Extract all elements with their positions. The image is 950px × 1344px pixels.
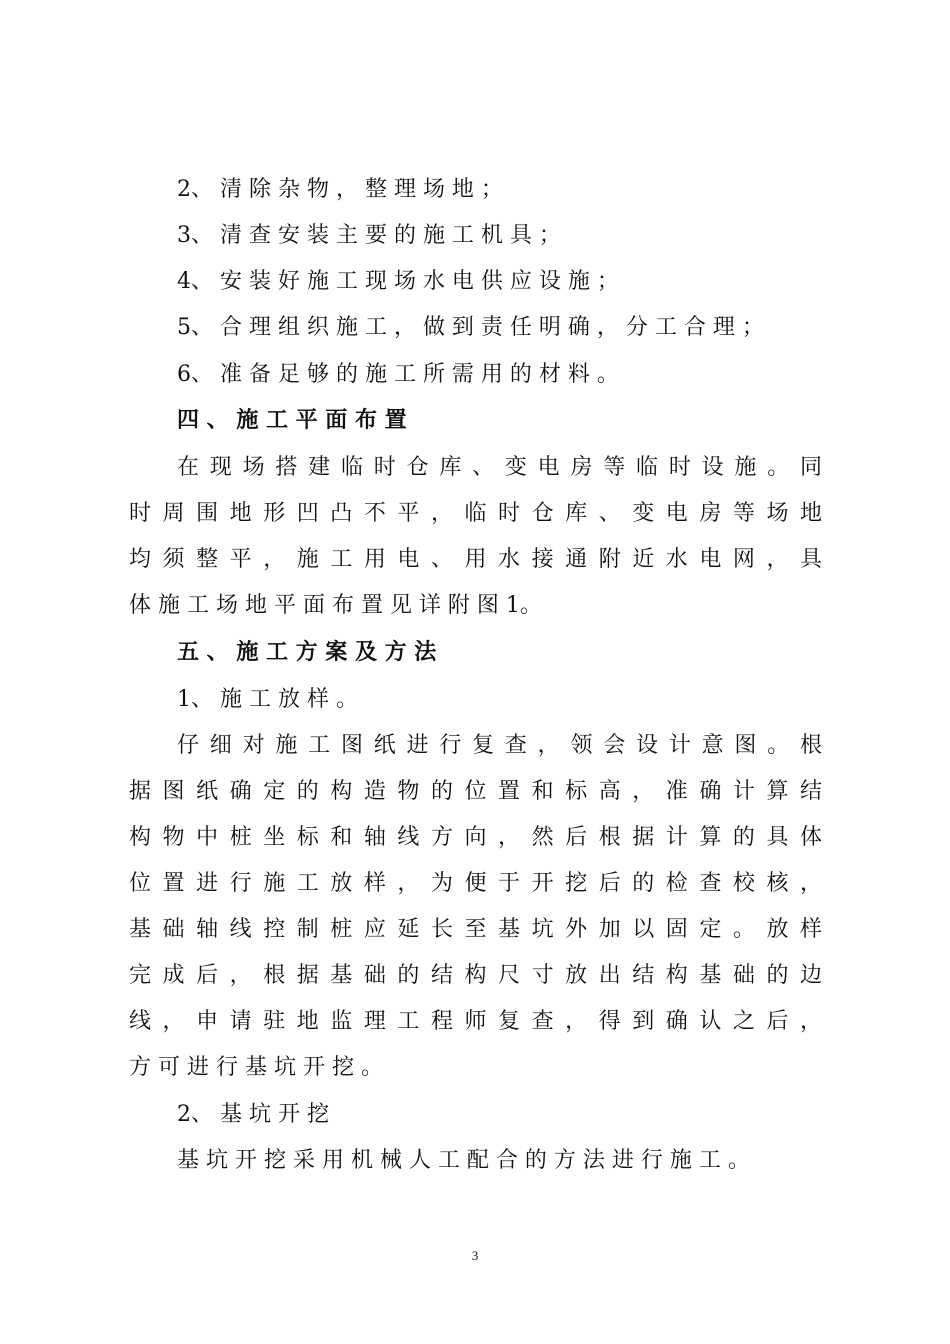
text-line: 6、 准 备 足 够 的 施 工 所 需 用 的 材 料 。 [177, 362, 619, 387]
text-line: 线 ， 申 请 驻 地 监 理 工 程 师 复 查 ， 得 到 确 认 之 后 ， [129, 1009, 825, 1034]
text-line: 构 物 中 桩 坐 标 和 轴 线 方 向 ， 然 后 根 据 计 算 的 具 体 [129, 825, 825, 850]
text-line: 据 图 纸 确 定 的 构 造 物 的 位 置 和 标 高 ， 准 确 计 算 结 [129, 779, 825, 804]
text-line: 完 成 后 ， 根 据 基 础 的 结 构 尺 寸 放 出 结 构 基 础 的 边 [129, 963, 825, 988]
section-heading: 五 、 施 工 方 案 及 方 法 [177, 640, 437, 665]
page-number: 3 [471, 1248, 479, 1263]
text-line: 均 须 整 平 ， 施 工 用 电 、 用 水 接 通 附 近 水 电 网 ， 具 [129, 547, 825, 572]
text-line: 3、 清 查 安 装 主 要 的 施 工 机 具 ； [177, 223, 561, 248]
text-line: 体 施 工 场 地 平 面 布 置 见 详 附 图 1。 [129, 593, 542, 618]
text-line: 2、 基 坑 开 挖 [177, 1102, 329, 1127]
text-line: 仔 细 对 施 工 图 纸 进 行 复 查 ， 领 会 设 计 意 图 。 根 [177, 733, 824, 758]
text-line: 位 置 进 行 施 工 放 样 ， 为 便 于 开 挖 后 的 检 查 校 核 ， [129, 871, 825, 896]
section-heading: 四 、 施 工 平 面 布 置 [177, 408, 407, 433]
text-line: 基 础 轴 线 控 制 桩 应 延 长 至 基 坑 外 加 以 固 定 。 放 样 [129, 917, 825, 942]
text-line: 5、 合 理 组 织 施 工 ， 做 到 责 任 明 确 ， 分 工 合 理 ； [177, 315, 764, 340]
text-line: 在 现 场 搭 建 临 时 仓 库 、 变 电 房 等 临 时 设 施 。 同 [177, 455, 824, 480]
text-line: 2、 清 除 杂 物 ， 整 理 场 地 ； [177, 177, 503, 202]
text-line: 1、 施 工 放 样 。 [177, 687, 358, 712]
text-line: 基 坑 开 挖 采 用 机 械 人 工 配 合 的 方 法 进 行 施 工 。 [177, 1148, 750, 1173]
text-line: 4、 安 装 好 施 工 现 场 水 电 供 应 设 施 ； [177, 269, 619, 294]
text-line: 时 周 围 地 形 凹 凸 不 平 ， 临 时 仓 库 、 变 电 房 等 场 地 [129, 501, 825, 526]
text-line: 方 可 进 行 基 坑 开 挖 。 [129, 1055, 383, 1080]
